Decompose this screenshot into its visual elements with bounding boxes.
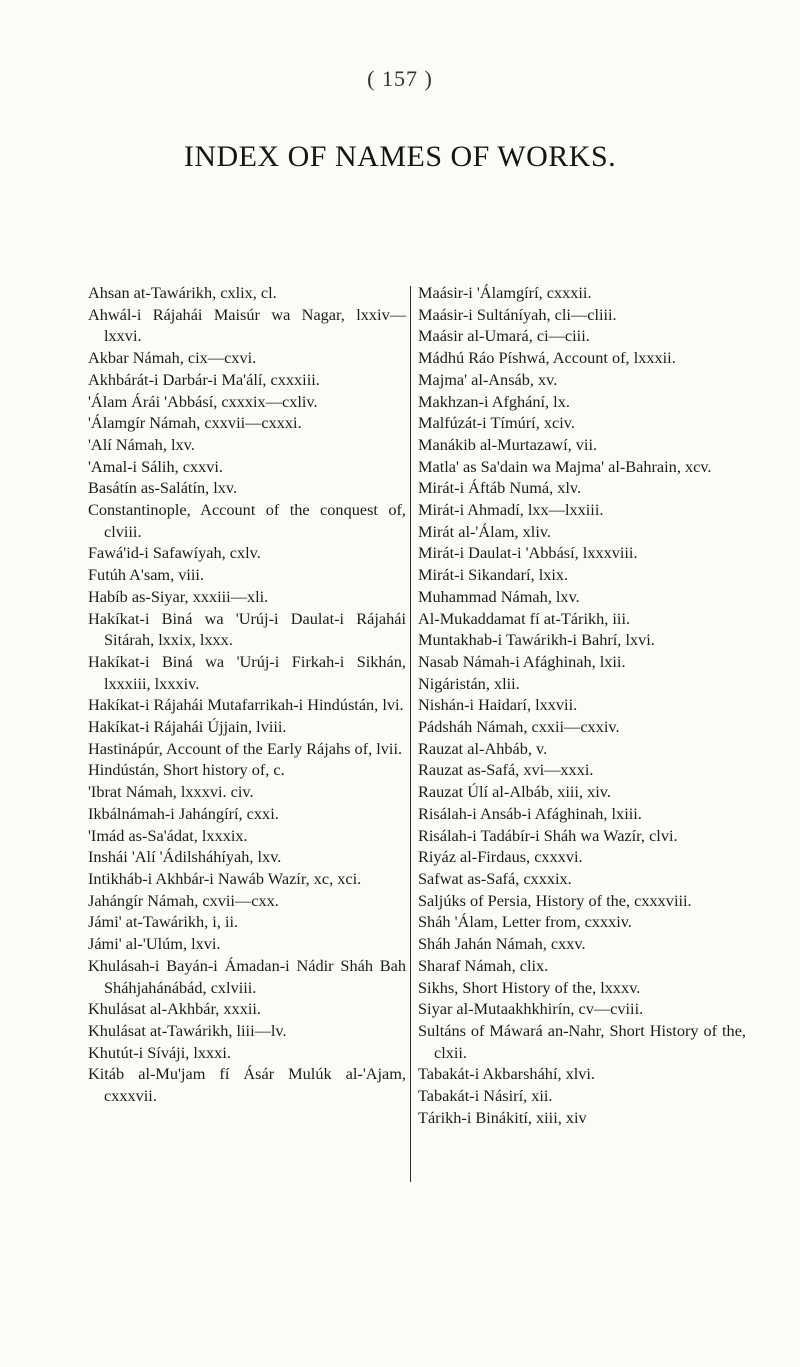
index-entry: Rauzat Úlí al-Albáb, xiii, xiv.	[418, 782, 611, 802]
index-entry: Basátín as-Salátín, lxv.	[88, 478, 238, 498]
index-column-left	[88, 282, 406, 1107]
index-entry: Maásir-i 'Álamgírí, cxxxii.	[418, 283, 592, 302]
index-entry: Tárikh-i Binákití, xiii, xiv	[418, 1107, 587, 1127]
index-entry: 'Ibrat Námah, lxxxvi. civ.	[88, 782, 254, 802]
index-entry: Fawá'id-i Safawíyah, cxlv.	[88, 543, 261, 563]
index-entry: Sultáns of Máwará an-Nahr, Short History of the, clxii.	[418, 1020, 746, 1062]
index-entry: Ikbálnámah-i Jahángírí, cxxi.	[88, 803, 279, 823]
index-entry: Jámi' al-'Ulúm, lxvi.	[88, 934, 221, 954]
index-entry: Makhzan-i Afghání, lx.	[418, 391, 570, 411]
index-entry: Manákib al-Murtazawí, vii.	[418, 434, 598, 454]
index-columns	[88, 282, 748, 1282]
index-entry: Hastinápúr, Account of the Early Rájahs of, lvii.	[88, 738, 403, 758]
index-entry: Mirát al-'Álam, xliv.	[418, 521, 552, 541]
index-entry: Tabakát-i Násirí, xii.	[418, 1086, 553, 1106]
index-entry: Ahwál-i Rájahái Maisúr wa Nagar, lxxiv—lxxvi.	[88, 304, 406, 346]
index-entry: Jahángír Námah, cxvii—cxx.	[88, 890, 279, 910]
index-entry: Riyáz al-Firdaus, cxxxvi.	[418, 847, 583, 867]
index-entry: Khulásah-i Bayán-i Ámadan-i Nádir Sháh Bah Sháhjahánábád, cxlviii.	[88, 955, 406, 997]
index-entry: Hakíkat-i Rájahái Mutafarrikah-i Hindústán, lvi.	[88, 695, 404, 715]
index-entry: Nishán-i Haidarí, lxxvii.	[418, 695, 578, 715]
index-entry: Constantinople, Account of the conquest of, clviii.	[88, 500, 406, 541]
index-entry: Maásir al-Umará, ci—ciii.	[418, 326, 590, 346]
index-entry: Saljúks of Persia, History of the, cxxxviii.	[418, 890, 692, 910]
index-entry: Risálah-i Ansáb-i Afághinah, lxiii.	[418, 803, 642, 823]
index-entry: 'Imád as-Sa'ádat, lxxxix.	[88, 825, 248, 845]
index-entry: Mádhú Ráo Píshwá, Account of, lxxxii.	[418, 348, 676, 368]
index-entry: Ahsan at-Tawárikh, cxlix, cl.	[88, 283, 277, 302]
index-entry: Intikháb-i Akhbár-i Nawáb Wazír, xc, xci.	[88, 868, 362, 888]
index-entry: Rauzat as-Safá, xvi—xxxi.	[418, 760, 594, 780]
index-entry: Akhbárát-i Darbár-i Ma'álí, cxxxiii.	[88, 369, 320, 389]
index-entry: Maásir-i Sultáníyah, cli—cliii.	[418, 304, 617, 324]
index-entry: Muntakhab-i Tawárikh-i Bahrí, lxvi.	[418, 630, 655, 650]
index-entry: Safwat as-Safá, cxxxix.	[418, 868, 572, 888]
index-entry: Akbar Námah, cix—cxvi.	[88, 348, 257, 368]
index-entry: Sháh 'Álam, Letter from, cxxxiv.	[418, 912, 632, 932]
index-entry: Khulásat at-Tawárikh, liii—lv.	[88, 1020, 287, 1040]
index-entry: Habíb as-Siyar, xxxiii—xli.	[88, 586, 269, 606]
index-entry: Rauzat al-Ahbáb, v.	[418, 738, 548, 758]
index-entry: Muhammad Námah, lxv.	[418, 586, 580, 606]
index-entry: Majma' al-Ansáb, xv.	[418, 369, 558, 389]
index-entry: Malfúzát-i Tímúrí, xciv.	[418, 413, 575, 433]
index-entry: Sháh Jahán Námah, cxxv.	[418, 934, 586, 954]
index-entry: Jámi' at-Tawárikh, i, ii.	[88, 912, 239, 932]
index-entry: Sikhs, Short History of the, lxxxv.	[418, 977, 641, 997]
index-entry: 'Álamgír Námah, cxxvii—cxxxi.	[88, 413, 302, 433]
index-entry: Hakíkat-i Biná wa 'Urúj-i Firkah-i Sikhán, lxxxiii, lxxxiv.	[88, 651, 406, 693]
column-divider	[410, 286, 411, 1182]
index-entry: Mirát-i Ahmadí, lxx—lxxiii.	[418, 500, 604, 520]
index-entry: Khulásat al-Akhbár, xxxii.	[88, 999, 261, 1019]
index-entry: Matla' as Sa'dain wa Majma' al-Bahrain, xcv.	[418, 456, 712, 476]
index-entry: Kitáb al-Mu'jam fí Ásár Mulúk al-'Ajam, cxxxvii.	[88, 1064, 406, 1106]
index-entry: Mirát-i Sikandarí, lxix.	[418, 565, 569, 585]
index-entry: Mirát-i Áftáb Numá, xlv.	[418, 478, 582, 498]
index-entry: Tabakát-i Akbarsháhí, xlvi.	[418, 1064, 596, 1084]
index-entry: Risálah-i Tadábír-i Sháh wa Wazír, clvi.	[418, 825, 678, 845]
index-entry: Nasab Námah-i Afághinah, lxii.	[418, 651, 626, 671]
index-entry: Hakíkat-i Rájahái Újjain, lviii.	[88, 717, 287, 737]
index-entry: Hindústán, Short history of, c.	[88, 760, 285, 780]
page-number: ( 157 )	[367, 66, 433, 91]
index-entry: Pádsháh Námah, cxxii—cxxiv.	[418, 717, 620, 737]
index-entry: Nigáristán, xlii.	[418, 673, 520, 693]
index-entry: Sharaf Námah, clix.	[418, 955, 549, 975]
index-entry: 'Álam Árái 'Abbásí, cxxxix—cxliv.	[88, 391, 318, 411]
index-entry: 'Alí Námah, lxv.	[88, 434, 195, 454]
index-entry: Inshái 'Alí 'Ádilsháhíyah, lxv.	[88, 847, 282, 867]
index-entry: Mirát-i Daulat-i 'Abbásí, lxxxviii.	[418, 543, 638, 563]
index-entry: 'Amal-i Sálih, cxxvi.	[88, 456, 223, 476]
index-entry: Siyar al-Mutaakhkhirín, cv—cviii.	[418, 999, 644, 1019]
index-entry: Hakíkat-i Biná wa 'Urúj-i Daulat-i Rájahái Sitárah, lxxix, lxxx.	[88, 608, 406, 650]
index-entry: Futúh A'sam, viii.	[88, 565, 205, 585]
index-column-right	[418, 282, 746, 1128]
page-title: INDEX OF NAMES OF WORKS.	[183, 140, 617, 173]
index-entry: Al-Mukaddamat fí at-Tárikh, iii.	[418, 608, 631, 628]
index-entry: Khutút-i Síváji, lxxxi.	[88, 1042, 231, 1062]
